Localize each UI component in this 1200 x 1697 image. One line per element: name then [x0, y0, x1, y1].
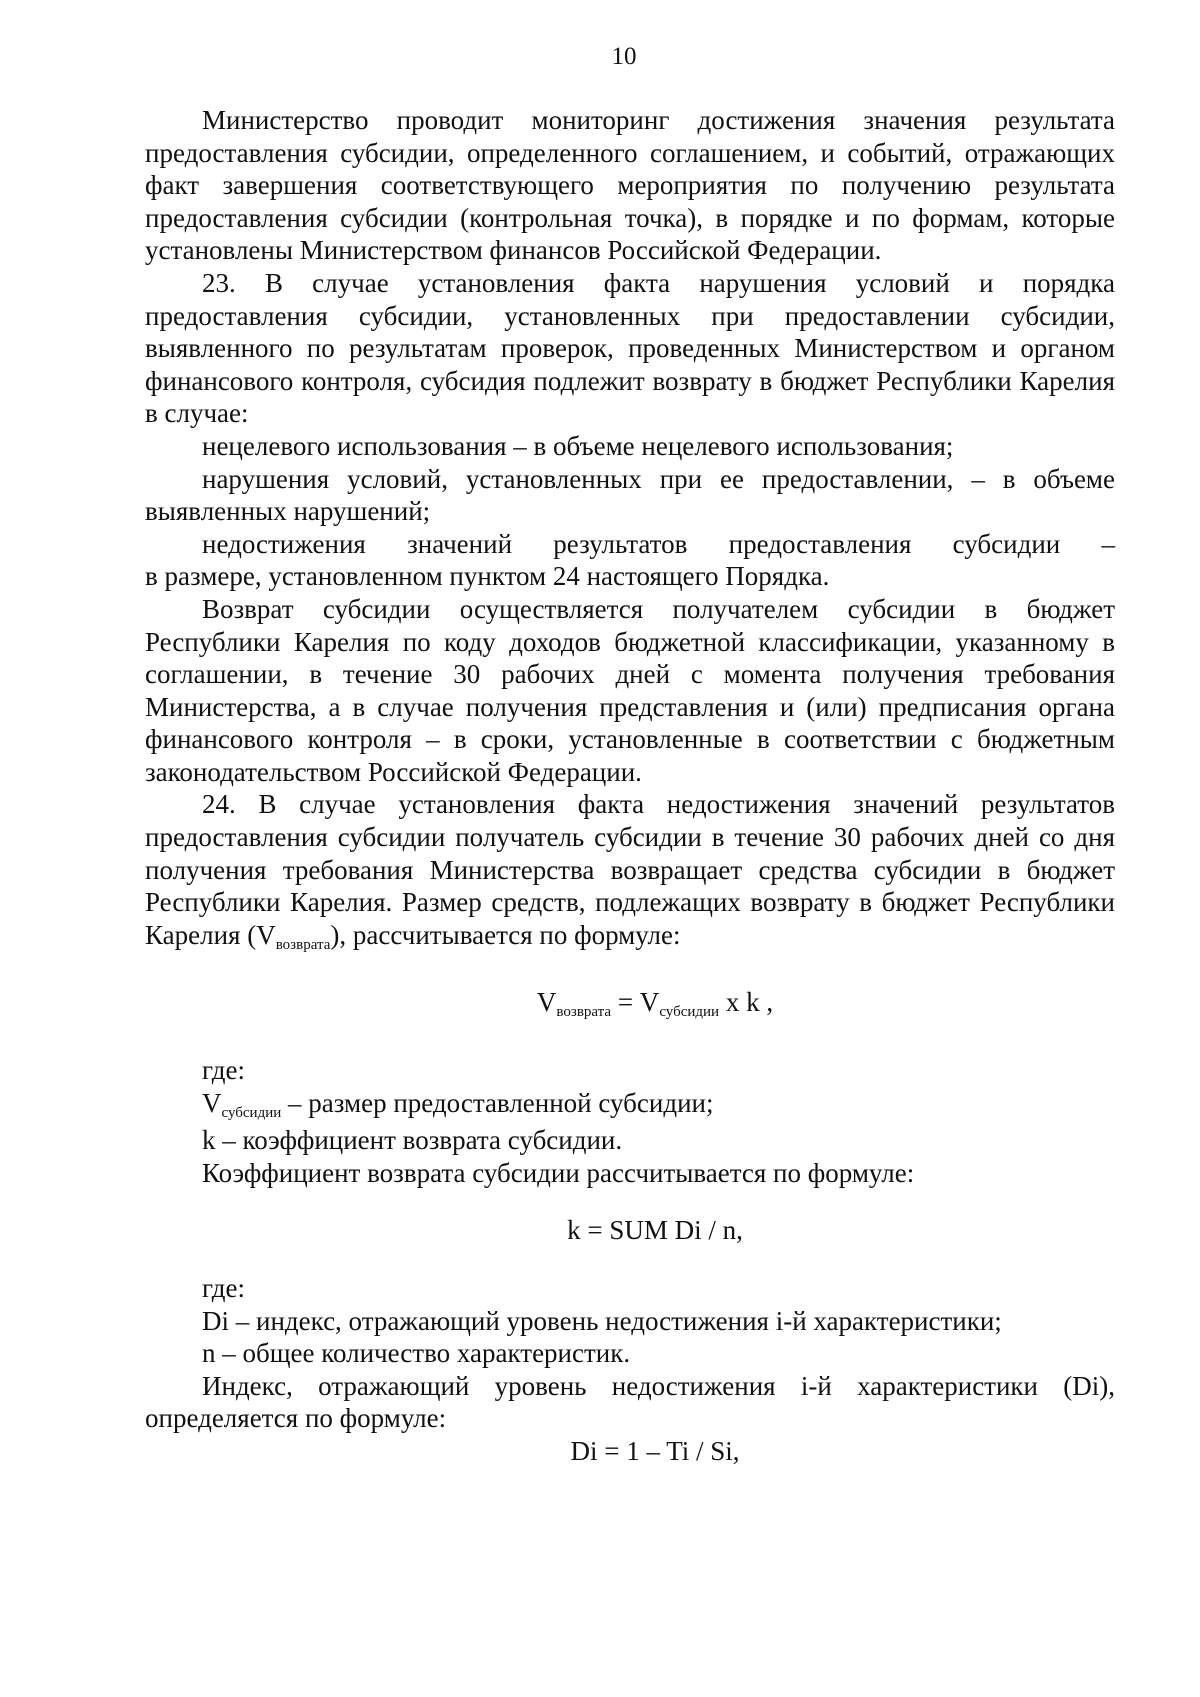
formula-1-sub-subsidy: субсидии [659, 1004, 720, 1021]
di-formula-intro: Индекс, отражающий уровень недостижения i-й характеристики (Di), определяется по формуле: [145, 1370, 1115, 1434]
paragraph-return: Возврат субсидии осуществляется получателем субсидии в бюджет Республики Карелия по коду доходов бюджетной классификации, указанному в соглашении, в течение 30 рабочих дней с момента получения требования Министерства, а в случае получения представления и (или) предписания органа финансового контроля – в сроки, установленные в соответствии с бюджетным законодательством Российской Федерации. [145, 593, 1115, 787]
definition-v-text: – размер предоставленной субсидии; [281, 1087, 714, 1118]
where-label-2: где: [202, 1273, 245, 1303]
paragraph-24 [145, 788, 1115, 956]
k-formula-intro: Коэффициент возврата субсидии рассчитывается по формуле: [202, 1157, 915, 1188]
page-number: 10 [611, 43, 637, 70]
definition-di: Di – индекс, отражающий уровень недостижения i-й характеристики; [202, 1305, 1002, 1336]
paragraph-24-tail: ), рассчитывается по формуле: [330, 919, 681, 950]
formula-k: k = SUM Di / n, [567, 1215, 743, 1246]
formula-1-sub-return: возврата [556, 1004, 612, 1021]
paragraph-monitoring: Министерство проводит мониторинг достижения значения результата предоставления субсидии, определенного соглашением, и событий, отражающих факт завершения соответствующего мероприятия по получению результата предоставления субсидии (контрольная точка), в порядке и по формам, которые установлены Министерством финансов Российской Федерации. [145, 105, 1115, 266]
paragraph-24-text: 24. В случае установления факта недостижения значений результатов предоставления субсидии получатель субсидии в течение 30 рабочих дней со дня получения требования Министерства возвращает средства субсидии в бюджет Республики Карелия. Размер средств, подлежащих возврату в бюджет Республики Карелия (V [145, 789, 1115, 950]
case-non-achievement-line-2: в размере, установленном пунктом 24 настоящего Порядка. [145, 561, 830, 592]
formula-1-v: V [536, 987, 557, 1018]
definition-n: n – общее количество характеристик. [202, 1338, 631, 1369]
formula-1-equals: = V [611, 987, 660, 1018]
paragraph-23: 23. В случае установления факта нарушения условий и порядка предоставления субсидии, установленных при предоставлении субсидии, выявленного по результатам проверок, проведенных Министерством и органом финансового контроля, субсидия подлежит возврату в бюджет Республики Карелия в случае: [145, 267, 1115, 429]
document-body [145, 104, 1115, 1468]
case-non-achievement-line-1: недостижения значений результатов предоставления субсидии – [202, 528, 1115, 559]
where-label-1: где: [202, 1055, 245, 1086]
definition-k: k – коэффициент возврата субсидии. [202, 1125, 623, 1156]
definition-v-symbol: V [202, 1087, 222, 1118]
definition-v-subsidy [145, 1087, 1115, 1125]
formula-1-tail: x k , [719, 987, 774, 1018]
formula-return-volume [145, 986, 1115, 1024]
paragraph-24-subscript: возврата [275, 936, 331, 953]
case-violation: нарушения условий, установленных при ее предоставлении, – в объеме выявленных нарушений; [145, 463, 1115, 527]
case-misuse: нецелевого использования – в объеме нецелевого использования; [202, 430, 954, 461]
formula-di: Di = 1 – Ti / Si, [570, 1435, 740, 1466]
definition-v-subscript: субсидии [221, 1104, 282, 1121]
